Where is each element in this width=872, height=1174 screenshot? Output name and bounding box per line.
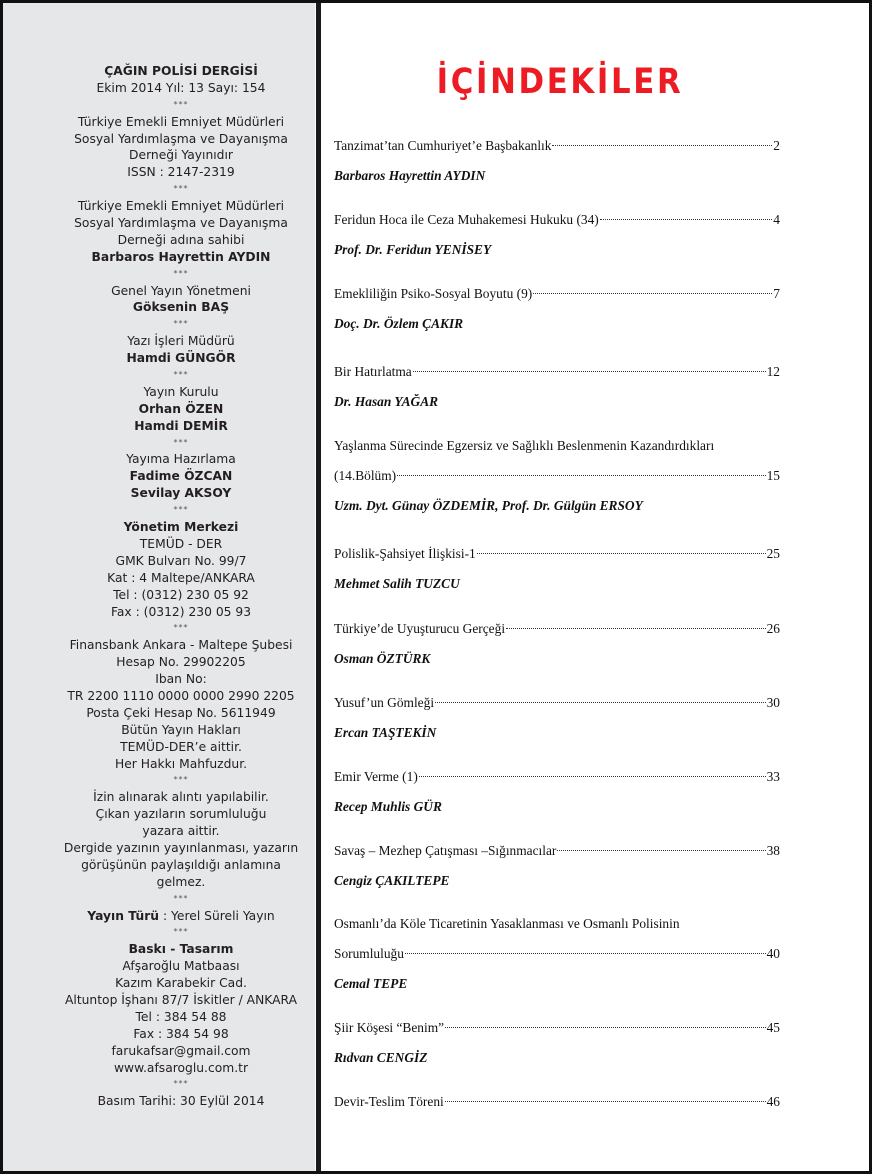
entry-title[interactable]: Bir Hatırlatma (334, 364, 412, 379)
entry-title[interactable]: Devir-Teslim Töreni (334, 1094, 444, 1109)
entry-title[interactable]: Türkiye’de Uyuşturucu Gerçeği (334, 621, 506, 636)
entry-author: Rıdvan CENGİZ (334, 1050, 428, 1065)
masthead-line: Hamdi DEMİR (134, 418, 228, 433)
masthead-line: Her Hakkı Mahfuzdur. (114, 756, 248, 771)
masthead-line: Derneği adına sahibi (117, 232, 245, 247)
entry-author: Doç. Dr. Özlem ÇAKIR (334, 316, 464, 331)
masthead-line: Kat : 4 Maltepe/ANKARA (107, 570, 255, 585)
masthead-line: Sevilay AKSOY (130, 486, 232, 501)
dot-leader (435, 702, 766, 703)
entry-author: Prof. Dr. Feridun YENİSEY (334, 242, 492, 257)
toc-entry[interactable] (334, 762, 780, 822)
entry-page-number: 26 (766, 621, 780, 636)
masthead-line: Türkiye Emekli Emniyet Müdürleri (77, 199, 285, 214)
masthead-line: farukafsar@gmail.com (111, 1043, 251, 1058)
toc-entry[interactable] (334, 688, 780, 748)
masthead-line (28, 908, 334, 925)
entry-page-number: 30 (766, 695, 780, 710)
dot-leader (477, 553, 766, 554)
entry-title[interactable]: Tanzimat’tan Cumhuriyet’e Başbakanlık (334, 138, 552, 153)
separator: *** (173, 927, 189, 937)
toc-entry[interactable] (334, 614, 780, 674)
masthead-line: TEMÜD-DER’e aittir. (120, 739, 242, 754)
toc-entry[interactable] (334, 1013, 780, 1073)
dot-leader (397, 475, 765, 476)
masthead-line: Fax : 384 54 98 (133, 1026, 229, 1041)
masthead-line: Sosyal Yardımlaşma ve Dayanışma (74, 216, 288, 231)
toc-entry[interactable] (334, 909, 780, 999)
masthead-line: Fax : (0312) 230 05 93 (110, 604, 252, 619)
separator: *** (173, 893, 189, 903)
entry-author: Cengiz ÇAKILTEPE (334, 873, 450, 888)
masthead-line: TR 2200 1110 0000 0000 2990 2205 (67, 688, 295, 703)
dot-leader (600, 219, 773, 220)
masthead-line: Iban No: (155, 672, 207, 687)
entry-author: Ercan TAŞTEKİN (334, 725, 437, 740)
entry-title-line: Osmanlı’da Köle Ticaretinin Yasaklanması ve Osmanlı Polisinin (334, 916, 680, 931)
separator: *** (173, 1079, 189, 1089)
dot-leader (445, 1027, 766, 1028)
masthead (28, 63, 334, 1110)
masthead-line: TEMÜD - DER (139, 536, 223, 551)
separator: *** (173, 184, 189, 194)
toc-entry[interactable] (334, 131, 780, 191)
masthead-line: Basım Tarihi: 30 Eylül 2014 (97, 1094, 265, 1109)
dot-leader (506, 628, 766, 629)
dot-leader (405, 953, 766, 954)
entry-author: Osman ÖZTÜRK (334, 651, 431, 666)
masthead-line: Derneği Yayınıdır (129, 148, 233, 163)
masthead-line: Göksenin BAŞ (132, 300, 230, 315)
masthead-line: Yönetim Merkezi (123, 520, 239, 535)
masthead-line: ISSN : 2147-2319 (127, 165, 235, 180)
masthead-line: www.afsaroglu.com.tr (113, 1060, 249, 1075)
separator: *** (173, 99, 189, 109)
separator: *** (173, 775, 189, 785)
masthead-line: Orhan ÖZEN (138, 401, 224, 416)
entry-author: Recep Muhlis GÜR (334, 799, 442, 814)
entry-page-number: 40 (766, 946, 780, 961)
entry-page-number: 45 (766, 1020, 780, 1035)
separator: *** (173, 437, 189, 447)
masthead-line: ÇAĞIN POLİSİ DERGİSİ (104, 64, 258, 78)
entry-title[interactable]: Emekliliğin Psiko-Sosyal Boyutu (9) (334, 286, 533, 301)
toc-title: İÇİNDEKİLER (436, 62, 684, 102)
toc-entry[interactable] (334, 431, 780, 521)
toc-entry[interactable] (334, 1087, 780, 1117)
entry-page-number: 12 (766, 364, 780, 379)
toc-entry[interactable] (334, 205, 780, 265)
masthead-line: Genel Yayın Yönetmeni (111, 283, 251, 298)
toc-entry[interactable] (334, 836, 780, 896)
masthead-line: Ekim 2014 Yıl: 13 Sayı: 154 (96, 80, 266, 95)
entry-title[interactable]: Yusuf’un Gömleği (334, 695, 435, 710)
entry-page-number: 25 (766, 546, 780, 561)
dot-leader (533, 293, 772, 294)
masthead-line: yazara aittir. (142, 824, 220, 839)
entry-author: Mehmet Salih TUZCU (334, 576, 460, 591)
masthead-line: Baskı - Tasarım (128, 942, 234, 957)
masthead-line: Barbaros Hayrettin AYDIN (91, 249, 271, 264)
entry-author: Cemal TEPE (334, 976, 408, 991)
masthead-line: Yazı İşleri Müdürü (127, 334, 235, 349)
masthead-line: Tel : (0312) 230 05 92 (113, 587, 249, 602)
entry-title-line: Yaşlanma Sürecinde Egzersiz ve Sağlıklı Beslenmenin Kazandırdıkları (334, 438, 715, 453)
masthead-line: Sosyal Yardımlaşma ve Dayanışma (74, 131, 288, 146)
masthead-line: Afşaroğlu Matbaası (122, 959, 240, 974)
masthead-line: İzin alınarak alıntı yapılabilir. (93, 790, 269, 805)
dot-leader (445, 1101, 766, 1102)
entry-author: Uzm. Dyt. Günay ÖZDEMİR, Prof. Dr. Gülgün ERSOY (334, 498, 643, 513)
masthead-line: Türkiye Emekli Emniyet Müdürleri (77, 114, 285, 129)
dot-leader (552, 145, 772, 146)
masthead-line: GMK Bulvarı No. 99/7 (115, 553, 247, 568)
masthead-label: Yayın Türü (87, 908, 160, 923)
masthead-line: Kazım Karabekir Cad. (115, 976, 247, 991)
masthead-line: Bütün Yayın Hakları (121, 722, 241, 737)
masthead-line: Çıkan yazıların sorumluluğu (95, 807, 267, 822)
separator: *** (173, 319, 189, 329)
masthead-line: Finansbank Ankara - Maltepe Şubesi (69, 638, 293, 653)
entry-title[interactable]: (14.Bölüm) (334, 468, 397, 483)
entry-author: Barbaros Hayrettin AYDIN (334, 168, 486, 183)
entry-page-number: 38 (766, 843, 780, 858)
separator: *** (173, 505, 189, 515)
toc-entry[interactable] (334, 357, 780, 417)
entry-page-number: 46 (766, 1094, 780, 1109)
masthead-line: Yayın Kurulu (143, 384, 219, 399)
entry-title[interactable]: Emir Verme (1) (334, 769, 418, 784)
masthead-line: Yayıma Hazırlama (126, 452, 236, 467)
masthead-value: : Yerel Süreli Yayın (159, 908, 275, 923)
entry-title[interactable]: Şiir Köşesi “Benim” (334, 1020, 445, 1035)
toc-entry[interactable] (334, 539, 780, 599)
entry-title[interactable]: Sorumluluğu (334, 946, 404, 961)
entry-title[interactable]: Feridun Hoca ile Ceza Muhakemesi Hukuku (34) (334, 212, 599, 227)
separator: *** (173, 370, 189, 380)
separator: *** (173, 623, 189, 633)
masthead-line: Posta Çeki Hesap No. 5611949 (86, 705, 276, 720)
dot-leader (413, 371, 766, 372)
dot-leader (557, 850, 765, 851)
entry-title[interactable]: Polislik-Şahsiyet İlişkisi-1 (334, 546, 476, 561)
dot-leader (419, 776, 766, 777)
entry-page-number: 4 (773, 212, 780, 227)
masthead-line: Tel : 384 54 88 (135, 1009, 227, 1024)
separator: *** (173, 268, 189, 278)
masthead-line: Fadime ÖZCAN (129, 469, 233, 484)
entry-author: Dr. Hasan YAĞAR (334, 394, 439, 409)
masthead-line: gelmez. (156, 874, 206, 889)
masthead-line: Hamdi GÜNGÖR (126, 351, 236, 366)
masthead-line: Dergide yazının yayınlanması, yazarın (63, 840, 299, 855)
masthead-line: Hesap No. 29902205 (116, 655, 246, 670)
toc-entry[interactable] (334, 279, 780, 339)
entry-page-number: 7 (773, 286, 780, 301)
entry-page-number: 33 (766, 769, 780, 784)
masthead-line: görüşünün paylaşıldığı anlamına (81, 857, 281, 872)
entry-page-number: 15 (766, 468, 780, 483)
masthead-line: Altuntop İşhanı 87/7 İskitler / ANKARA (64, 992, 298, 1007)
entry-title[interactable]: Savaş – Mezhep Çatışması –Sığınmacılar (334, 843, 557, 858)
entry-page-number: 2 (773, 138, 780, 153)
